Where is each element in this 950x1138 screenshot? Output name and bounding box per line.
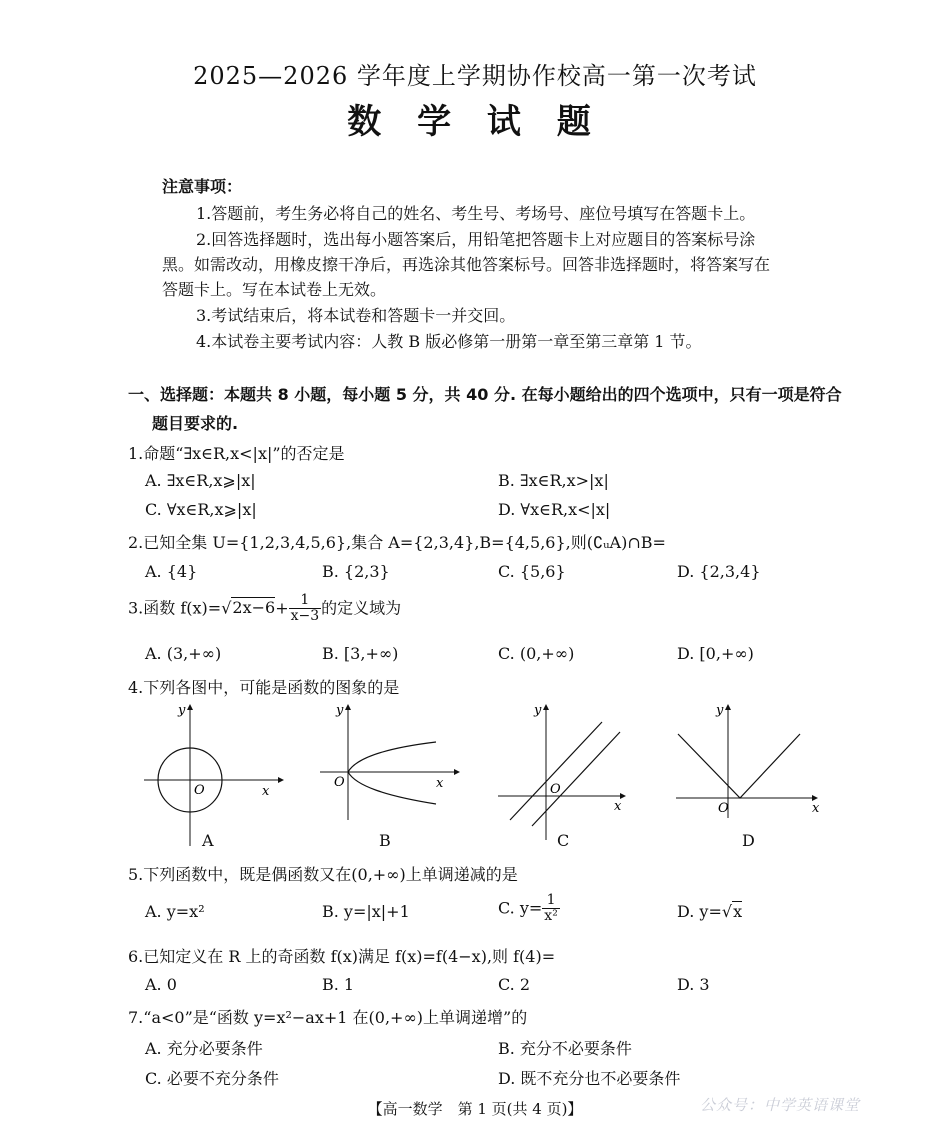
exam-title: 2025—2026 学年度上学期协作校高一第一次考试 [193,62,757,90]
section-1-heading: 一、选择题：本题共 8 小题，每小题 5 分，共 40 分. 在每小题给出的四个选项中，只有一项是符合 [128,385,842,404]
y-axis-arrow [725,704,731,710]
fraction-denominator: x² [544,908,558,925]
option-c-prefix: C. y= [498,898,543,918]
question-3-stem-pre: 3.函数 f(x)= [128,598,222,618]
graph-a-label: A [202,831,214,850]
question-1-option-b: B. ∃x∈R,x>|x| [498,471,609,490]
origin-label: O [334,775,345,790]
question-7-option-a: A. 充分必要条件 [145,1039,263,1058]
question-5-stem: 5.下列函数中，既是偶函数又在(0,+∞)上单调递减的是 [128,865,518,884]
question-6-option-b: B. 1 [322,975,355,994]
x-label: x [812,801,820,816]
question-5-option-a: A. y=x² [145,902,205,921]
question-5-option-b: B. y=|x|+1 [322,902,410,921]
notice-item-2-line-3: 答题卡上。写在本试卷上无效。 [162,280,387,299]
question-1-stem: 1.命题“∃x∈R,x<|x|”的否定是 [128,444,345,463]
notice-heading: 注意事项： [162,177,243,196]
question-2-option-c: C. {5,6} [498,562,566,581]
fraction-numerator: 1 [542,893,560,909]
question-3-option-c: C. (0,+∞) [498,644,575,663]
question-5-option-c [498,893,560,925]
notice-item-1: 1.答题前，考生务必将自己的姓名、考生号、考场号、座位号填写在答题卡上。 [196,204,756,223]
y-label: y [336,703,344,718]
subject-title: 数 学 试 题 [347,102,603,142]
v-curve [678,734,800,798]
question-3-option-a: A. (3,+∞) [145,644,222,663]
graph-d [672,700,822,850]
question-2-option-a: A. {4} [145,562,198,581]
y-axis-arrow [187,704,193,710]
sqrt-sign: √ [721,902,733,921]
graph-a [138,700,288,850]
origin-label: O [718,801,729,816]
graph-c-label: C [557,831,570,850]
question-6-stem: 6.已知定义在 R 上的奇函数 f(x)满足 f(x)=f(4−x),则 f(4)= [128,947,556,966]
parabola-curve [348,742,436,804]
question-7-option-d: D. 既不充分也不必要条件 [498,1069,681,1088]
question-3-option-b: B. [3,+∞) [322,644,399,663]
section-1-heading-cont: 题目要求的. [152,414,239,433]
fraction-numerator: 1 [289,593,322,609]
origin-label: O [194,783,205,798]
question-7-option-b: B. 充分不必要条件 [498,1039,632,1058]
page-footer: 【高一数学 第 1 页(共 4 页)】 [367,1100,583,1118]
graph-d-label: D [742,831,755,850]
question-6-option-d: D. 3 [677,975,710,994]
sqrt-sign: √ [221,598,232,618]
y-label: y [534,703,542,718]
question-2-option-b: B. {2,3} [322,562,390,581]
origin-label: O [550,782,561,797]
question-3-sqrt: 2x−6 [232,598,276,618]
question-1-option-c: C. ∀x∈R,x⩾|x| [145,500,257,519]
graph-b-label: B [379,831,391,850]
question-2-stem: 2.已知全集 U={1,2,3,4,5,6},集合 A={2,3,4},B={4,5,6},则(∁ᵤA)∩B= [128,533,666,552]
notice-item-3: 3.考试结束后，将本试卷和答题卡一并交回。 [196,306,516,325]
y-axis-arrow [345,704,351,710]
x-axis-arrow [278,777,284,783]
question-5-option-d [677,902,742,921]
y-label: y [178,703,186,718]
question-6-option-a: A. 0 [145,975,177,994]
question-3-fraction [289,593,322,625]
notice-item-4: 4.本试卷主要考试内容：人教 B 版必修第一册第一章至第三章第 1 节。 [196,332,702,351]
graph-c [494,700,644,850]
question-3-option-d: D. [0,+∞) [677,644,754,663]
question-2-option-d: D. {2,3,4} [677,562,761,581]
x-label: x [262,784,270,799]
line-1 [510,722,602,820]
watermark: 公众号：中学英语课堂 [700,1096,861,1114]
graph-b [316,700,466,850]
option-c-fraction [542,893,560,925]
question-6-option-c: C. 2 [498,975,531,994]
question-3-stem [128,593,401,625]
y-label: y [716,703,724,718]
question-4-stem: 4.下列各图中，可能是函数的图象的是 [128,678,400,697]
notice-item-2-line-1: 2.回答选择题时，选出每小题答案后，用铅笔把答题卡上对应题目的答案标号涂 [196,230,756,249]
notice-item-2-line-2: 黑。如需改动，用橡皮擦干净后，再选涂其他答案标号。回答非选择题时，将答案写在 [162,255,771,274]
question-1-option-d: D. ∀x∈R,x<|x| [498,500,611,519]
y-axis-arrow [543,704,549,710]
question-1-option-a: A. ∃x∈R,x⩾|x| [145,471,256,490]
x-label: x [614,799,622,814]
x-axis-arrow [454,769,460,775]
plus-sign: + [275,598,289,618]
x-label: x [436,776,444,791]
line-2 [532,732,620,826]
option-d-sqrt: x [733,902,743,921]
question-7-stem: 7.“a<0”是“函数 y=x²−ax+1 在(0,+∞)上单调递增”的 [128,1008,528,1027]
option-d-prefix: D. y= [677,902,722,921]
question-3-stem-post: 的定义域为 [321,598,402,618]
fraction-denominator: x−3 [290,608,320,625]
question-7-option-c: C. 必要不充分条件 [145,1069,279,1088]
